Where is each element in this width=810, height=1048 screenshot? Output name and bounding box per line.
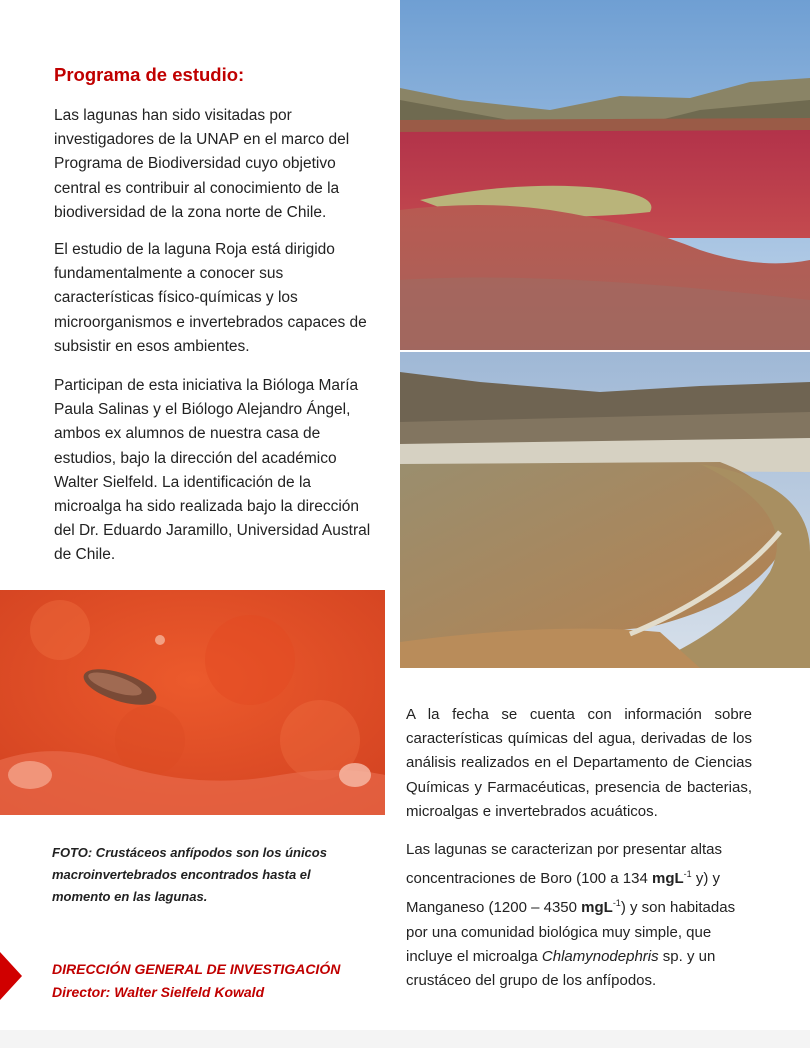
footer-band bbox=[0, 1030, 810, 1048]
paragraph-participants: Participan de esta iniciativa la Bióloga María Paula Salinas y el Biólogo Alejandro Ángel, ambos ex alumnos de nuestra casa de estudios, bajo la dirección del académico Walter Sielfeld. La identificación de la microalga ha sido realizada bajo la dirección del Dr. Eduardo Jaramillo, Universidad Austral de Chile. bbox=[54, 377, 371, 564]
department-block bbox=[52, 958, 340, 1004]
amphipod-photo bbox=[0, 590, 385, 815]
text-segment: y) y Manganeso (1200 – 4350 bbox=[406, 870, 721, 917]
text-segment: ) y son habitadas por una comunidad biológica muy simple, que incluye el microalga bbox=[406, 899, 736, 965]
red-arrow-icon bbox=[0, 952, 22, 1000]
species-name: Chlamynodephris bbox=[541, 947, 659, 965]
text-segment: sp. y un crustáceo del grupo de los anfípodos. bbox=[406, 947, 716, 990]
unit-exponent: -1 bbox=[683, 869, 692, 880]
unit-label: mgL bbox=[652, 870, 684, 888]
brown-lagoon-photo bbox=[400, 352, 810, 668]
text-segment: Las lagunas se caracterizan por presentar altas concentraciones de Boro (100 a 134 bbox=[406, 841, 723, 888]
paragraph-concentrations bbox=[406, 838, 752, 993]
photo-caption: FOTO: Crustáceos anfípodos son los únicos macroinvertebrados encontrados hasta el momento en las lagunas. bbox=[52, 845, 327, 904]
section-title: Programa de estudio: bbox=[54, 64, 245, 85]
paragraph-chemical-info: A la fecha se cuenta con información sobre características químicas del agua, derivadas de los análisis realizados en el Departamento de Ciencias Químicas y Farmacéuticas, presencia de bacterias, microalgas e invertebrados acuáticos. bbox=[406, 706, 752, 820]
paragraph-study-program: Las lagunas han sido visitadas por investigadores de la UNAP en el marco del Programa de Biodiversidad cuyo objetivo central es contribuir al conocimiento de la biodiversidad de la zona norte de Chile. bbox=[54, 107, 350, 221]
department-director: Director: Walter Sielfeld Kowald bbox=[52, 984, 265, 1000]
unit-label: mgL bbox=[581, 899, 613, 917]
paragraph-laguna-roja: El estudio de la laguna Roja está dirigido fundamentalmente a conocer sus características físico-químicas y los microorganismos e invertebrados capaces de subsistir en esos ambientes. bbox=[54, 241, 367, 355]
unit-exponent: -1 bbox=[612, 898, 621, 909]
red-lagoon-photo bbox=[400, 0, 810, 350]
department-name: DIRECCIÓN GENERAL DE INVESTIGACIÓN bbox=[52, 961, 341, 977]
